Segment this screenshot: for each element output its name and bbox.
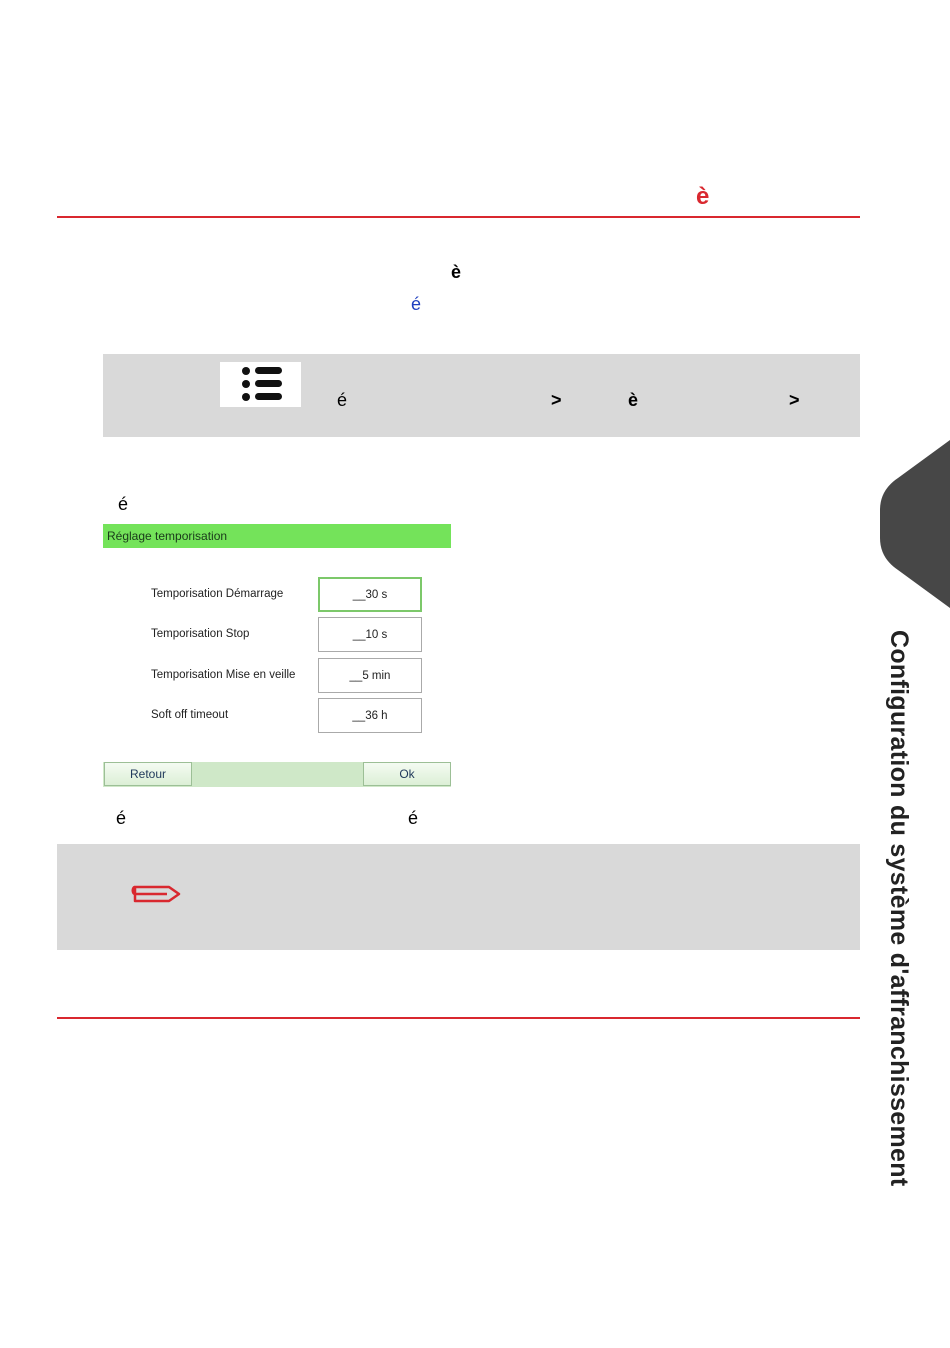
chapter-tab-shape <box>880 440 950 608</box>
menu-path-char-2: è <box>628 390 639 410</box>
row-label-start-timeout: Temporisation Démarrage <box>151 588 284 600</box>
footer-rule <box>57 1017 860 1019</box>
row-label-soft-off-timeout: Soft off timeout <box>151 709 229 721</box>
dialog-footer <box>103 762 451 787</box>
sleep-timeout-field[interactable]: __5 min <box>318 658 422 693</box>
intro-line1-char: è <box>451 262 462 282</box>
menu-list-icon <box>220 362 301 407</box>
intro-line2-link-char[interactable]: é <box>411 294 422 314</box>
start-timeout-field[interactable]: __30 s <box>318 577 422 612</box>
step-char: é <box>118 494 129 514</box>
back-button[interactable]: Retour <box>104 762 192 786</box>
stop-timeout-field[interactable]: __10 s <box>318 617 422 652</box>
header-accent-char: è <box>696 183 710 210</box>
dialog-title: Réglage temporisation <box>103 524 451 548</box>
timeout-settings-dialog <box>103 524 451 787</box>
row-label-sleep-timeout: Temporisation Mise en veille <box>151 669 296 681</box>
header-rule <box>57 216 860 218</box>
menu-path-char-1: é <box>337 390 348 410</box>
after-dialog-char-1: é <box>116 808 127 828</box>
ok-button[interactable]: Ok <box>363 762 451 786</box>
soft-off-timeout-field[interactable]: __36 h <box>318 698 422 733</box>
after-dialog-char-2: é <box>408 808 419 828</box>
row-label-stop-timeout: Temporisation Stop <box>151 628 250 640</box>
menu-path-separator-1: > <box>551 390 562 410</box>
chapter-side-label: Configuration du système d'affranchissement <box>885 630 913 1187</box>
menu-path-box <box>103 354 860 437</box>
paperclip-note-icon <box>131 881 183 907</box>
menu-path-separator-2: > <box>789 390 800 410</box>
